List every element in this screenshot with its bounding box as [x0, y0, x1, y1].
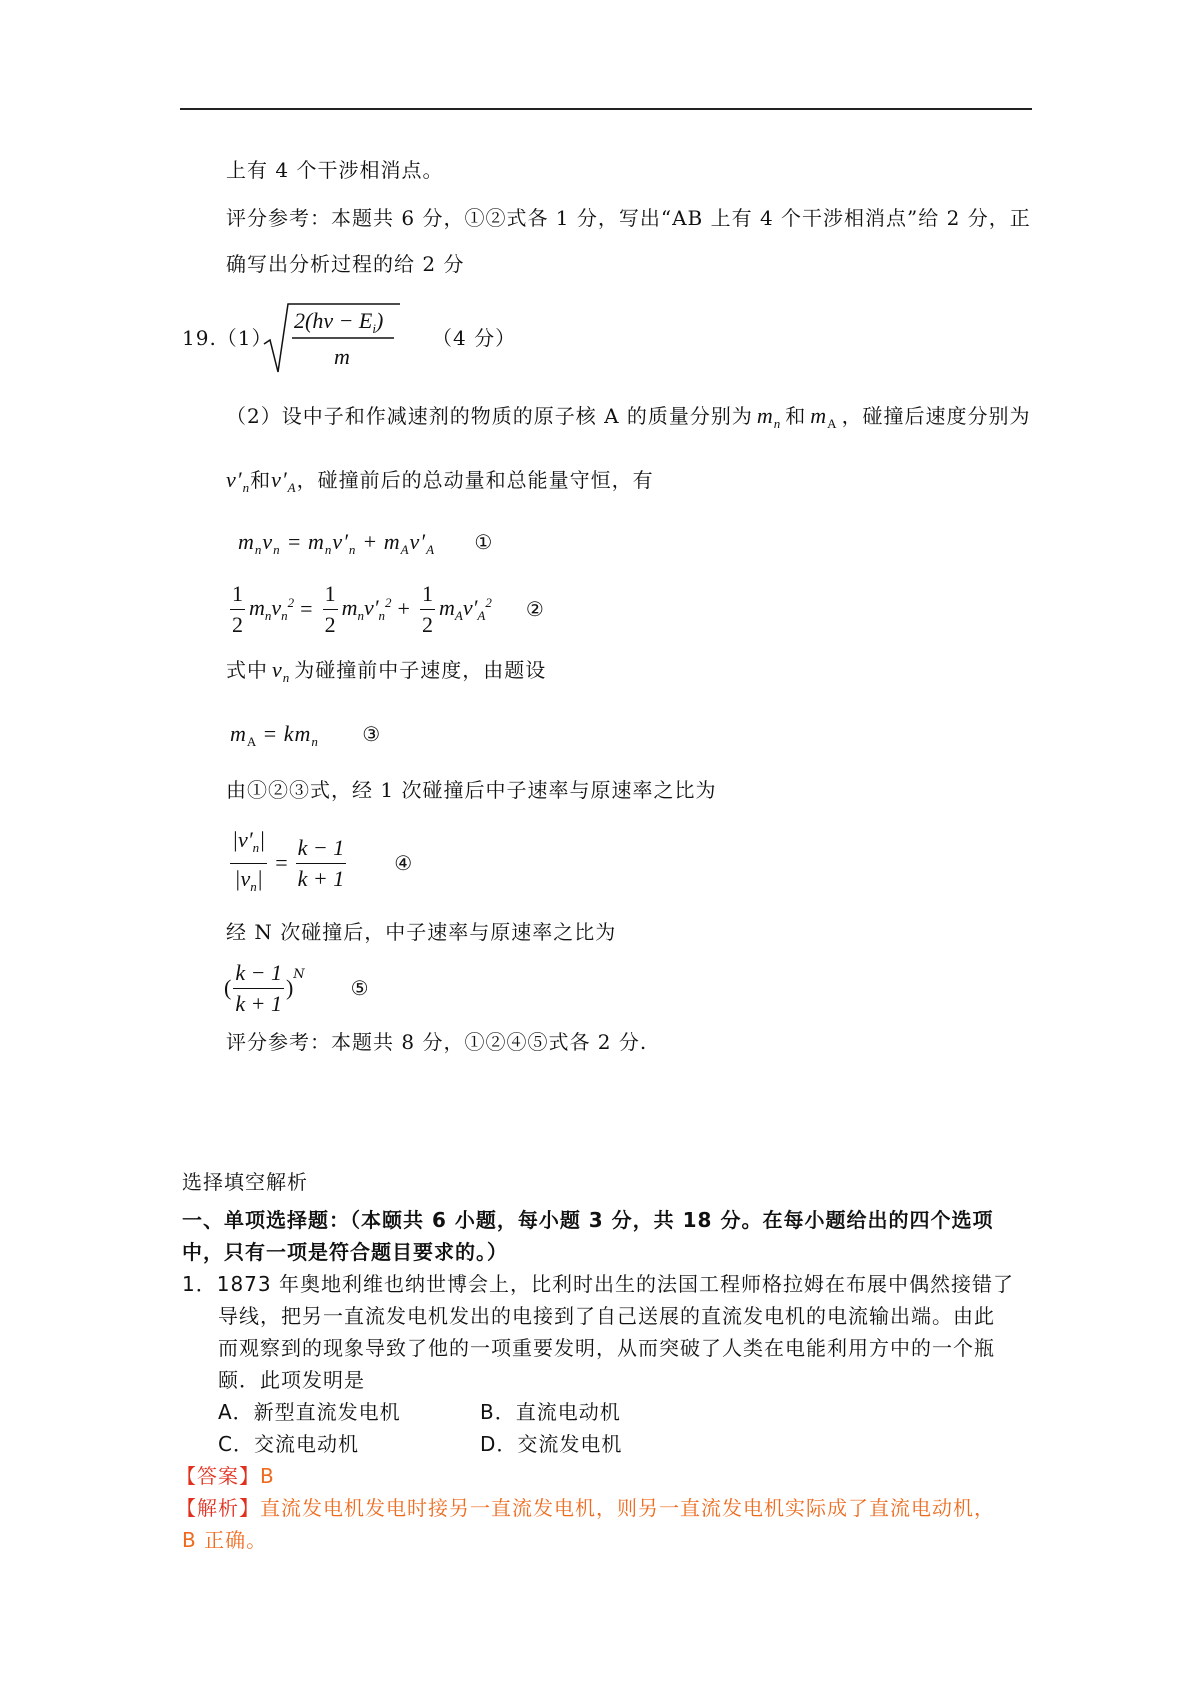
sqrt-denominator: m [334, 344, 350, 369]
text-line: 上有 4 个干涉相消点。 [226, 158, 444, 182]
section-heading: 一、单项选择题：（本颐共 6 小题，每小题 3 分，共 18 分。在每小题给出的四个选项 [182, 1208, 994, 1232]
section-heading: 中，只有一项是符合题目要求的。） [182, 1240, 508, 1264]
answer-tag: 【答案】 [176, 1464, 260, 1488]
text-line: 式中 $v_n$ 为碰撞前中子速度，由题设 [226, 657, 547, 685]
sqrt-formula [262, 300, 402, 376]
option-b: B．直流电动机 [480, 1400, 621, 1424]
equation-5: ( $\frac{k - 1}{k + 1}$ ) $^N$ ⑤ [224, 959, 369, 1016]
question-text: 1．1873 年奥地利维也纳世博会上，比利时出生的法国工程师格拉姆在布展中偶然接错了 [182, 1272, 1014, 1296]
equation-1: $m_nv_n = m_nv'_n + m_Av'_A$ ① [238, 529, 494, 557]
question-text: 颐．此项发明是 [218, 1368, 365, 1392]
answer-value: B [260, 1464, 275, 1488]
question-text: 导线，把另一直流发电机发出的电接到了自己送展的直流发电机的电流输出端。由此 [218, 1304, 995, 1328]
text-line: 由①②③式，经 1 次碰撞后中子速率与原速率之比为 [226, 778, 717, 802]
text-line: $v'_n$和$v'_A$，碰撞前后的总动量和总能量守恒，有 [226, 467, 654, 495]
analysis-tag: 【解析】 [176, 1496, 260, 1520]
answer-line [176, 1464, 275, 1488]
analysis-line: B 正确。 [182, 1528, 268, 1552]
analysis-line: 【解析】直流发电机发电时接另一直流发电机，则另一直流发电机实际成了直流电动机， [176, 1496, 995, 1520]
equation-4: $\frac{|v'_n|}{|v_n|}$ = $\frac{k - 1}{k + 1}$ ④ [232, 826, 413, 894]
header-rule [180, 108, 1032, 110]
score-note-line: 评分参考：本题共 8 分，①②④⑤式各 2 分. [226, 1030, 648, 1054]
text-line: 经 N 次碰撞后，中子速率与原速率之比为 [226, 920, 617, 944]
points-note: （4 分） [432, 326, 517, 350]
equation-2: $\frac{1}{2}$ $m_nv_n^2$ = $\frac{1}{2}$ $m_nv'_n^2$ + $\frac{1}{2}$ $m_Av'_A^2$ ② [232, 580, 544, 637]
text-line: （2）设中子和作减速剂的物质的原子核 A 的质量分别为 $m_n$ 和 $m_A$ ，碰撞后速度分别为 [226, 403, 1031, 431]
option-c: C．交流电动机 [218, 1432, 359, 1456]
option-d: D．交流发电机 [480, 1432, 623, 1456]
section-title: 选择填空解析 [182, 1170, 308, 1194]
question-text: 而观察到的现象导致了他的一项重要发明，从而突破了人类在电能利用方中的一个瓶 [218, 1336, 995, 1360]
option-a: A．新型直流发电机 [218, 1400, 401, 1424]
score-note-line: 确写出分析过程的给 2 分 [226, 252, 465, 276]
score-note-line: 评分参考：本题共 6 分，①②式各 1 分，写出“AB 上有 4 个干涉相消点”给 2 分，正 [226, 206, 1031, 230]
sqrt-numerator: $2(h\nu - E_i)$ [294, 308, 384, 336]
question-number: 19.（1） [182, 326, 273, 350]
equation-3: $m_A = km_n$ ③ [230, 721, 382, 749]
